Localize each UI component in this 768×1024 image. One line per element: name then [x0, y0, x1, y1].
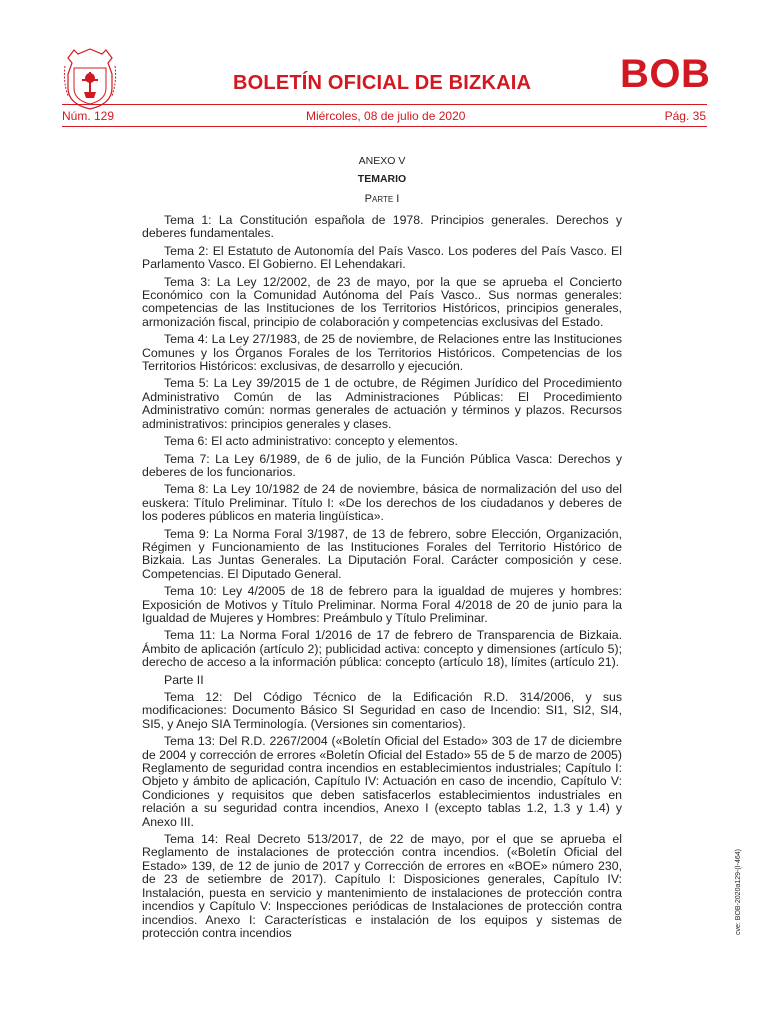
issue-number: Núm. 129	[62, 109, 115, 123]
tema-paragraph: Tema 1: La Constitución española de 1978. Principios generales. Derechos y deberes fundamentales.	[142, 213, 622, 241]
header-rule-bottom	[62, 126, 707, 127]
annex-label: ANEXO V	[358, 155, 406, 167]
cve-code: cve: BOB-2020a129-(I-464)	[735, 849, 742, 935]
part-heading-1: Parte I	[364, 193, 400, 205]
document-title: TEMARIO	[357, 173, 407, 185]
bob-logo: BOB	[620, 52, 711, 96]
tema-paragraph: Tema 9: La Norma Foral 3/1987, de 13 de febrero, sobre Elección, Organización, Régimen y Funcionamiento de las Instituciones Forales del Territorio Histórico de Bizkaia. Las Juntas Generales. La Diputación Foral. Carácter composición y cese. Competencias. El Diputado General.	[142, 526, 622, 581]
tema-paragraph: Tema 12: Del Código Técnico de la Edificación R.D. 314/2006, y sus modificaciones: Documento Básico SI Seguridad en caso de Incendio: SI1, SI2, SI4, SI5, y Anejo SIA Terminología. (Versiones sin comentarios).	[142, 690, 622, 731]
tema-paragraph: Tema 14: Real Decreto 513/2017, de 22 de mayo, por el que se aprueba el Reglamento de instalaciones de protección contra incendios. («Boletín Oficial del Estado» 139, de 12 de junio de 2017 y Corrección de errores en «BOE» número 230, de 23 de setiembre de 2017). Capítulo I: Disposiciones generales, Capítulo IV: Instalación, puesta en servicio y mantenimiento de instalaciones de protección contra incendios y Capítulo V: Inspecciones periódicas de Instalaciones de protección contra incendios. Anexo I: Características e instalación de los equipos y sistemas de protección contra incendios	[142, 832, 622, 940]
tema-paragraph: Tema 11: La Norma Foral 1/2016 de 17 de febrero de Transparencia de Bizkaia. Ámbito de aplicación (artículo 2); publicidad activa: concepto y dimensiones (artículo 5); derecho de acceso a la información pública: concepto (artículo 18), límites (artículo 21).	[142, 628, 622, 670]
part-heading-2: Parte II	[164, 672, 204, 687]
tema-paragraph: Tema 4: La Ley 27/1983, de 25 de noviembre, de Relaciones entre las Instituciones Comunes y los Órganos Forales de los Territorios Históricos. Competencias de los Territorios Históricos: exclusivas, de desarrollo y ejecución.	[142, 332, 622, 374]
header-rule-top	[62, 104, 707, 105]
tema-paragraph: Tema 13: Del R.D. 2267/2004 («Boletín Oficial del Estado» 303 de 17 de diciembre de 2004 y corrección de errores «Boletín Oficial del Estado» 55 de 5 de marzo de 2005) Reglamento de seguridad contra incendios en establecimientos industriales; Capítulo I: Objeto y ámbito de aplicación, Capítulo IV: Actuación en caso de incendio, Capítulo V: Condiciones y requisitos que deben satisfacerlos establecimientos industriales en relación a su seguridad contra incendios, Anexo I (excepto tablas 1.2, 1.3 y 1.4) y Anexo III.	[142, 734, 622, 829]
bizkaia-coat-of-arms-icon	[62, 46, 118, 112]
tema-paragraph: Tema 3: La Ley 12/2002, de 23 de mayo, por la que se aprueba el Concierto Económico con la Comunidad Autónoma del País Vasco.. Sus normas generales: competencias de las Instituciones de los Territorios Históricos, principios generales, armonización fiscal, principio de colaboración y competencias exclusivas del Estado.	[142, 274, 622, 329]
tema-paragraph: Tema 6: El acto administrativo: concepto y elementos.	[164, 434, 458, 449]
tema-paragraph: Tema 2: El Estatuto de Autonomía del País Vasco. Los poderes del País Vasco. El Parlamento Vasco. El Gobierno. El Lehendakari.	[142, 243, 622, 272]
issue-date: Miércoles, 08 de julio de 2020	[306, 109, 466, 123]
publication-title: BOLETÍN OFICIAL DE BIZKAIA	[233, 72, 532, 94]
tema-paragraph: Tema 8: La Ley 10/1982 de 24 de noviembre, básica de normalización del uso del euskera: Título Preliminar. Título I: «De los derechos de los ciudadanos y deberes de los poderes públicos en materia lingüística».	[142, 482, 622, 524]
tema-paragraph: Tema 10: Ley 4/2005 de 18 de febrero para la igualdad de mujeres y hombres: Exposición de Motivos y Título Preliminar. Norma Foral 4/2018 de 20 de junio para la Igualdad de Mujeres y Hombres: Preámbulo y Título Preliminar.	[142, 584, 622, 625]
tema-paragraph: Tema 7: La Ley 6/1989, de 6 de julio, de la Función Pública Vasca: Derechos y deberes de los funcionarios.	[142, 451, 622, 479]
page-number: Pág. 35	[664, 109, 706, 123]
tema-paragraph: Tema 5: La Ley 39/2015 de 1 de octubre, de Régimen Jurídico del Procedimiento Administrativo Común de las Administraciones Públicas: El Procedimiento Administrativo común: normas generales de actuación y términos y plazos. Recursos administrativos: principios generales y clases.	[142, 376, 622, 431]
document-body	[142, 153, 622, 944]
